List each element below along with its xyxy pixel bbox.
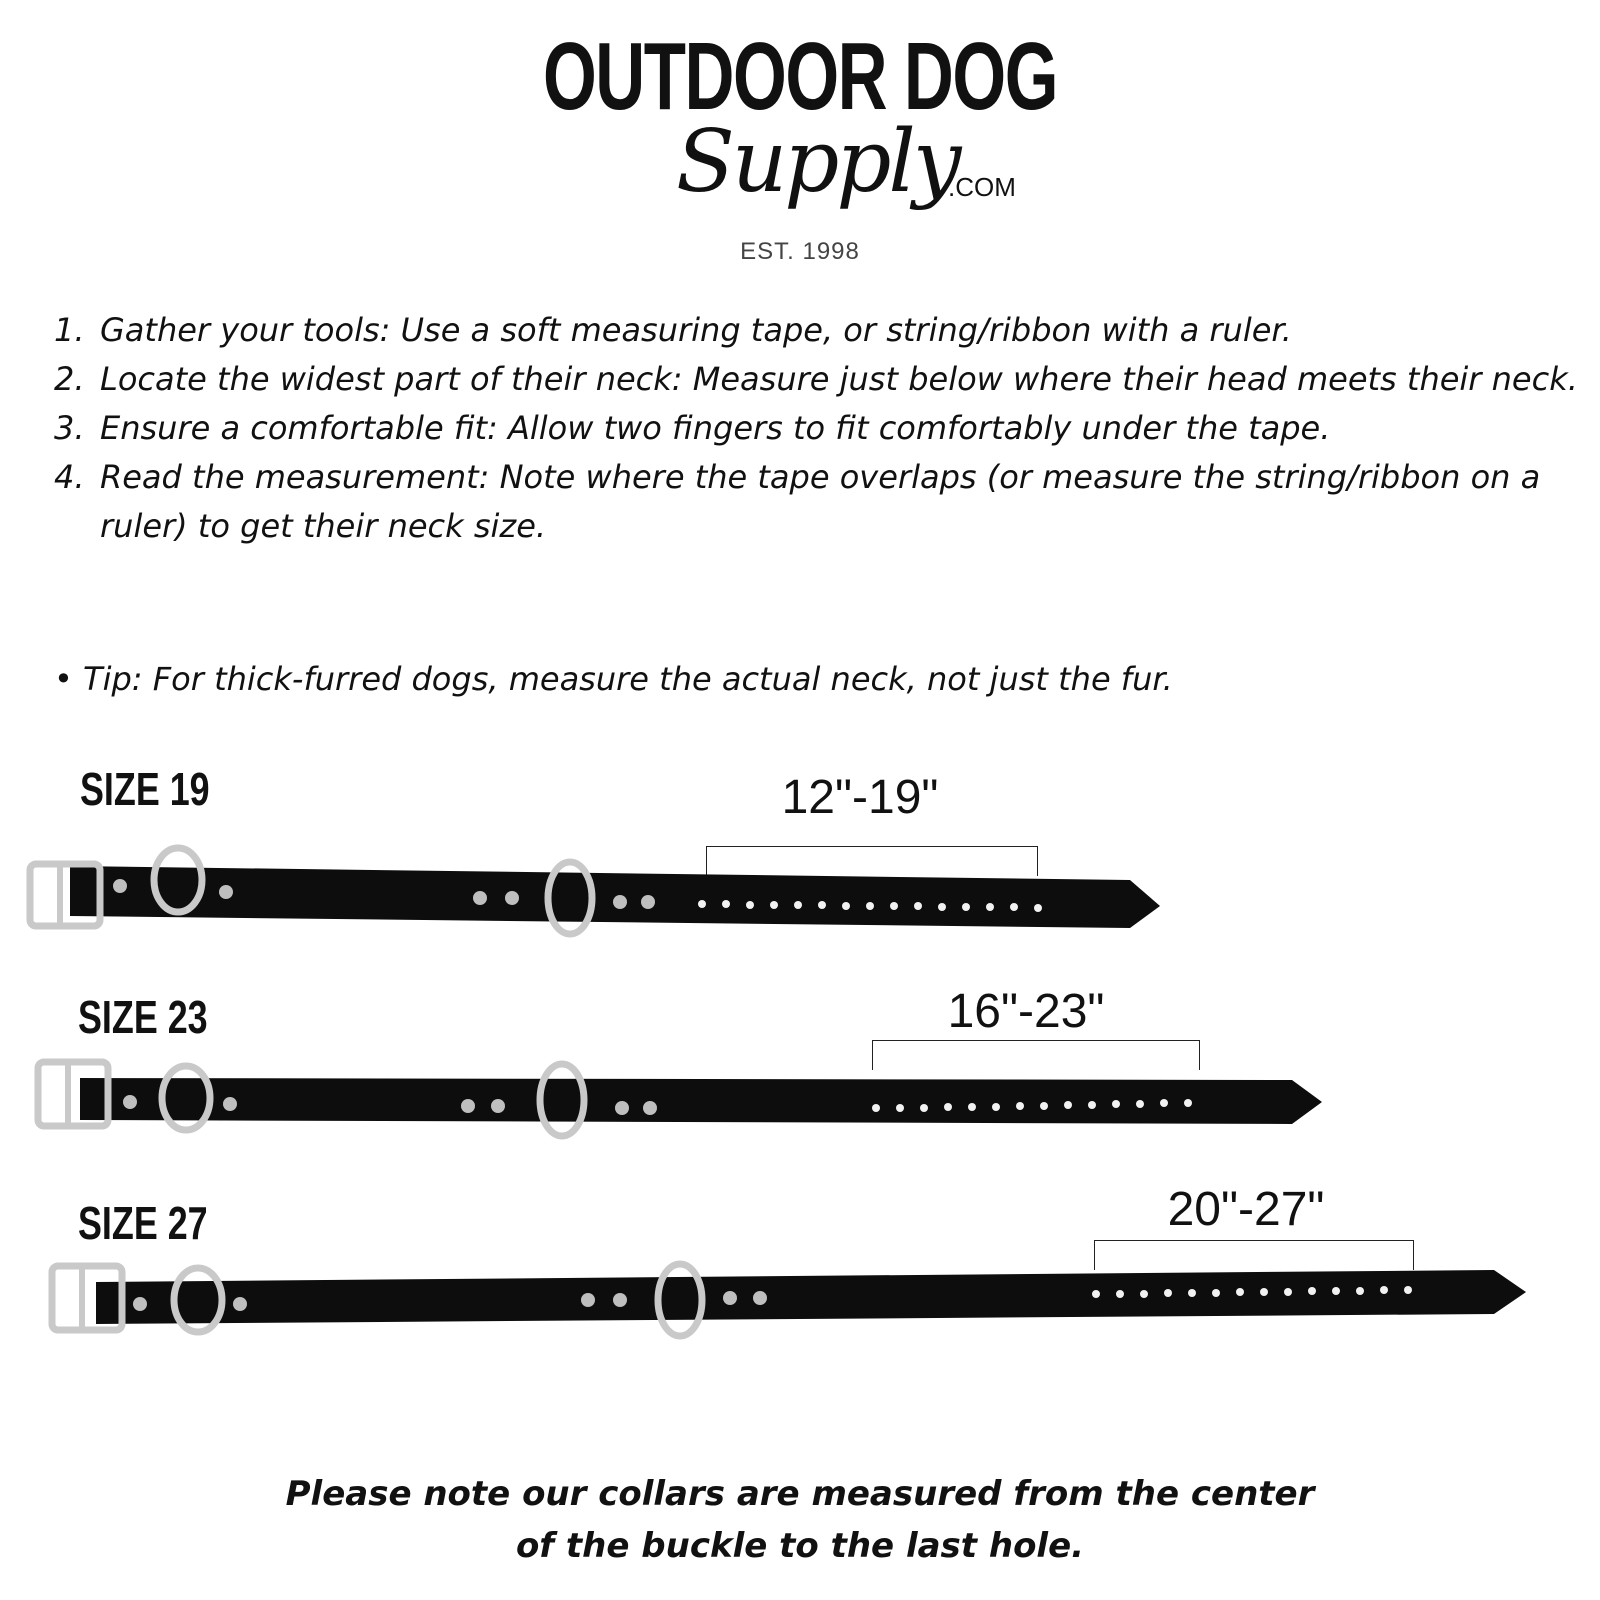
logo-domain-suffix: .COM (948, 172, 1016, 202)
collar-size-23 (38, 1062, 1322, 1136)
logo-script-text: Supply (676, 112, 959, 212)
size-label-23: SIZE 23 (78, 991, 208, 1043)
step-text: Locate the widest part of their neck: Measure just below where their head meets their neck. (100, 360, 1578, 398)
step-number: 4. (54, 458, 85, 496)
logo-established: EST. 1998 (740, 238, 860, 265)
size-label-27: SIZE 27 (78, 1197, 208, 1249)
measurement-note (0, 1468, 1600, 1572)
logo-top-text: OUTDOOR DOG (542, 23, 1058, 130)
step-number: 1. (54, 311, 85, 349)
collar-strap (70, 866, 1160, 928)
collar-size-19 (30, 848, 1160, 934)
collar-strap (80, 1078, 1322, 1124)
size-label-19: SIZE 19 (80, 763, 210, 815)
step-text: Read the measurement: Note where the tape overlaps (or measure the string/ribbon on a ruler) to get their neck size. (100, 458, 1541, 545)
step-text: Ensure a comfortable fit: Allow two fingers to fit comfortably under the tape. (100, 409, 1331, 447)
step-text: Gather your tools: Use a soft measuring tape, or string/ribbon with a ruler. (100, 311, 1292, 349)
collar-strap (96, 1270, 1526, 1324)
step-number: 2. (54, 360, 85, 398)
note-line-2: of the buckle to the last hole. (515, 1526, 1085, 1566)
range-label-19: 12"-19" (781, 771, 939, 824)
collar-size-27 (52, 1264, 1526, 1336)
range-label-23: 16"-23" (947, 985, 1105, 1038)
range-label-27: 20"-27" (1167, 1183, 1325, 1236)
step-number: 3. (54, 409, 85, 447)
note-line-1: Please note our collars are measured from the center (285, 1474, 1315, 1514)
fur-tip: • Tip: For thick-furred dogs, measure the actual neck, not just the fur. (54, 660, 1173, 698)
